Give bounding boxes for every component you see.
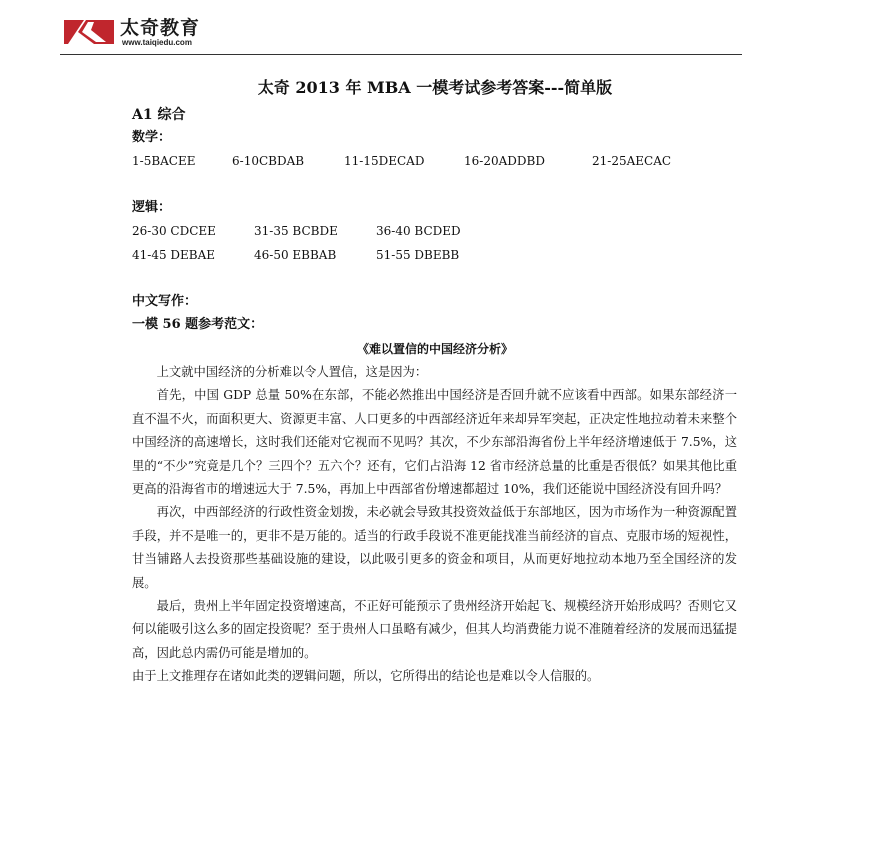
essay-conclusion: 由于上文推理存在诸如此类的逻辑问题，所以，它所得出的结论也是难以令人信服的。 — [132, 669, 600, 684]
answer-group: 21-25AECAC — [592, 154, 672, 168]
answer-group: 11-15DECAD — [344, 154, 425, 168]
answer-group: 26-30 CDCEE — [132, 224, 216, 238]
essay-body — [132, 361, 737, 689]
essay-paragraph: 再次，中西部经济的行政性资金划拨，未必就会导致其投资效益低于东部地区，因为市场作为一种资源配置手段，并不是唯一的，更非不是万能的。适当的行政手段说不准更能找准当前经济的盲点、克服市场的短视性，甘当铺路人去投资那些基础设施的建设，以此吸引更多的资金和项目，从而更好地拉动本地乃至全国经济的发展。 — [132, 505, 737, 590]
essay-paragraph: 上文就中国经济的分析难以令人置信，这是因为： — [156, 365, 428, 379]
answer-group: 51-55 DBEBB — [376, 248, 460, 262]
math-heading: 数学： — [132, 130, 172, 145]
taiqi-logo-icon — [64, 18, 114, 46]
answer-group: 6-10CBDAB — [232, 154, 305, 168]
writing-heading: 中文写作： — [132, 294, 198, 309]
brand-url: www.taiqiedu.com — [122, 38, 192, 47]
document-title: 太奇 2013 年 MBA 一模考试参考答案---简单版 — [257, 78, 613, 97]
answer-group: 31-35 BCBDE — [254, 224, 338, 238]
answer-group: 1-5BACEE — [132, 154, 196, 168]
essay-paragraph: 首先，中国 GDP 总量 50%在东部，不能必然推出中国经济是否回升就不应该看中西部。如果东部经济一直不温不火，而面积更大、资源更丰富、人口更多的中西部经济近年来却异军突起，正决定性地拉动着未来整个中国经济的高速增长，这时我们还能对它视而不见吗？其次，不少东部沿海省份上半年经济增速低于 7.5%，这里的“不少”究竟是几个？三四个？五六个？还有，它们占沿海 12 省市经济总量的比重是否很低？如果其他比重更高的沿海省市的增速远大于 7.5%，再加上中西部省份增速都超过 10%，我们还能说中国经济没有回升吗？ — [132, 388, 737, 497]
answer-group: 36-40 BCDED — [376, 224, 461, 238]
brand-name: 太奇教育 — [120, 17, 201, 39]
answer-group: 41-45 DEBAE — [132, 248, 216, 262]
essay-paragraph: 最后，贵州上半年固定投资增速高，不正好可能预示了贵州经济开始起飞、规模经济开始形成吗？否则它又何以能吸引这么多的固定投资呢？至于贵州人口虽略有减少，但其人均消费能力说不准随着经济的发展而迅猛提高，因此总内需仍可能是增加的。 — [132, 599, 737, 660]
essay-title: 《难以置信的中国经济分析》 — [356, 342, 513, 356]
logic-heading: 逻辑： — [132, 200, 172, 215]
answer-group: 46-50 EBBAB — [254, 248, 337, 262]
answer-group: 16-20ADDBD — [464, 154, 545, 168]
section-a1-heading: A1 综合 — [132, 107, 186, 123]
sample-essay-heading: 一模 56 题参考范文： — [132, 317, 264, 332]
header-divider — [60, 54, 742, 55]
